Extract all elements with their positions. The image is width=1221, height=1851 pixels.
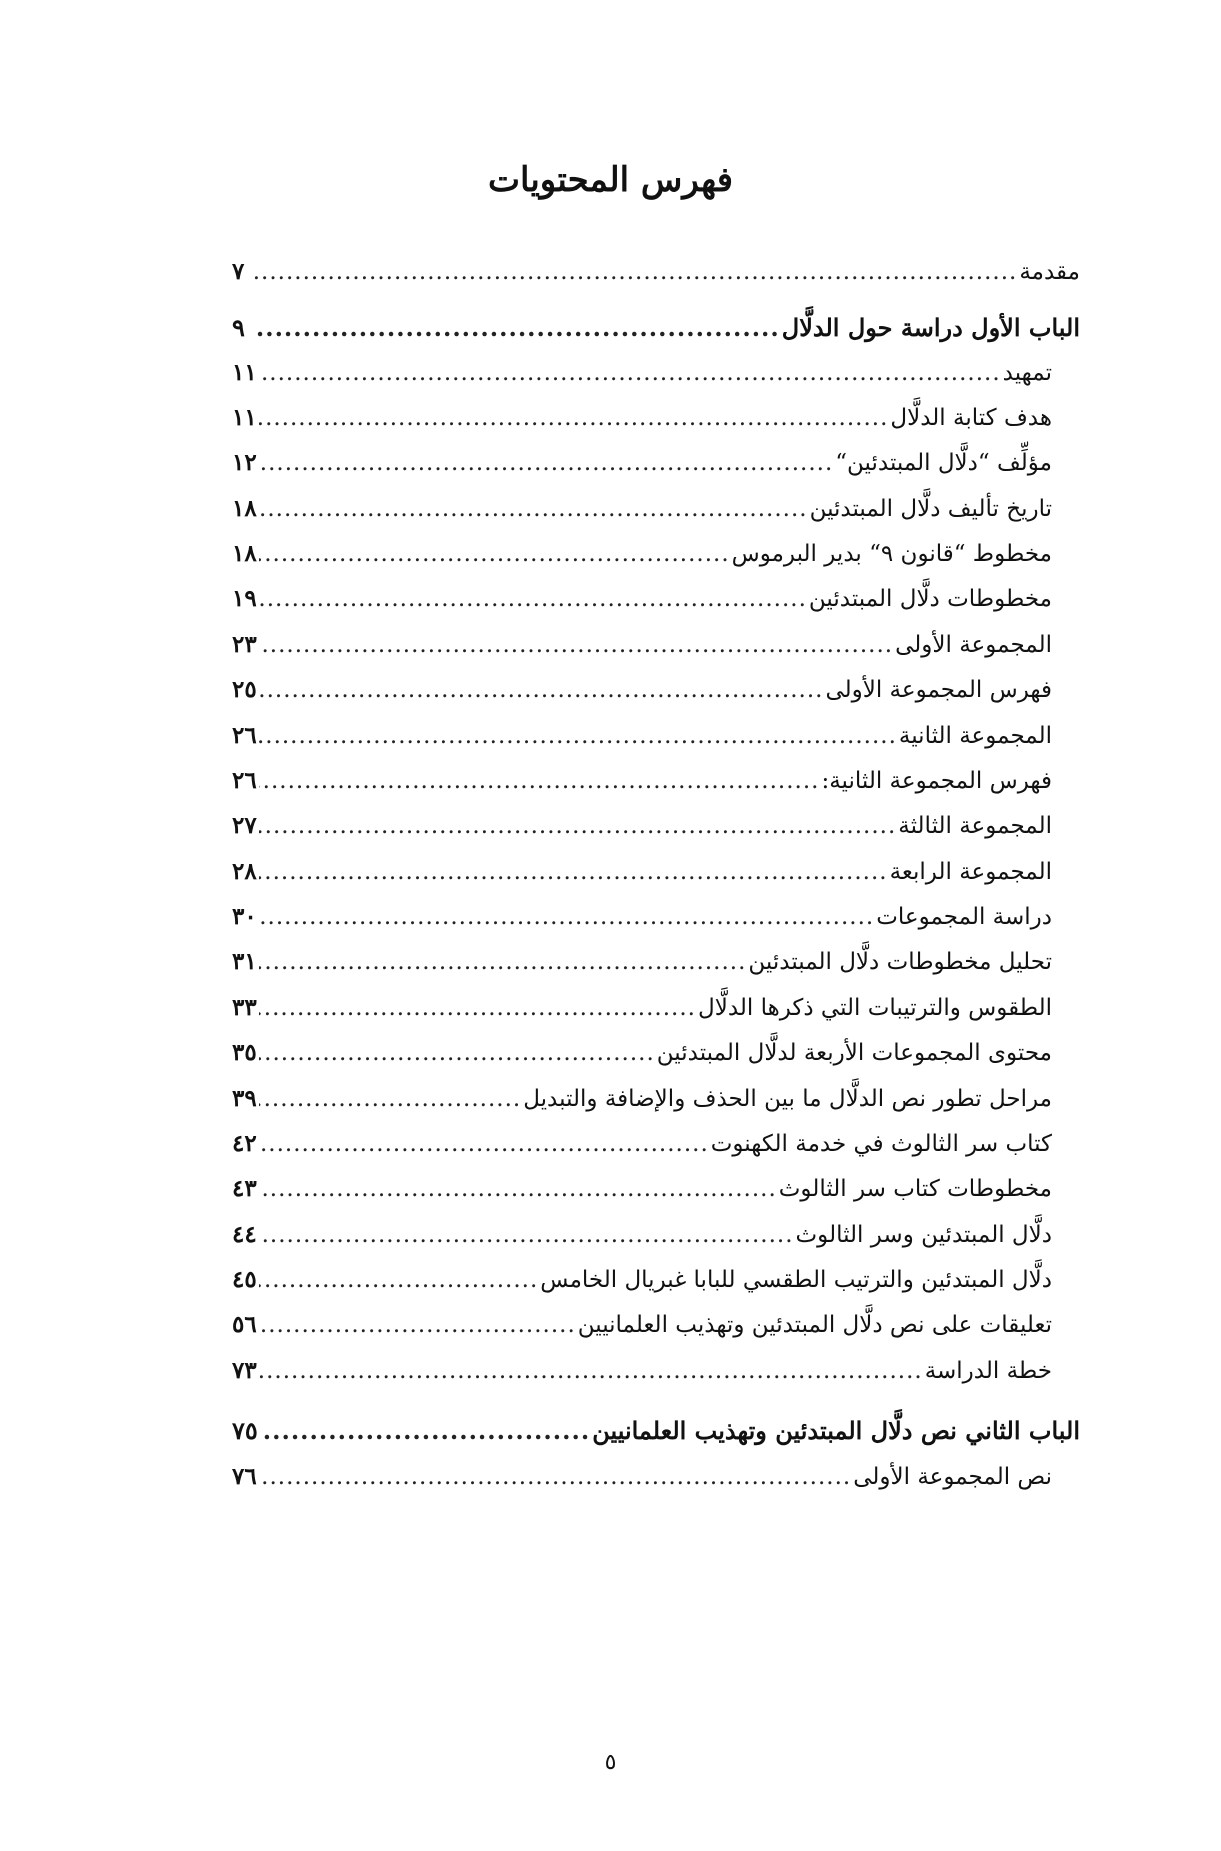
toc-entry[interactable] (232, 585, 1052, 612)
toc-entry-label: مخطوط “قانون ٩“ بدير البرموس (731, 541, 1052, 567)
toc-entry-page: ٧٦ (232, 1463, 257, 1490)
leader-dots (259, 1222, 794, 1248)
toc-entry[interactable] (232, 1221, 1052, 1248)
toc-entry-page: ٢٣ (232, 631, 257, 658)
leader-dots (259, 496, 808, 522)
toc-entry-label: مؤلِّف “دلَّال المبتدئين“ (835, 450, 1052, 476)
toc-entry-introduction[interactable] (232, 258, 1080, 285)
toc-entry[interactable] (232, 1311, 1052, 1338)
toc-entry-label: كتاب سر الثالوث في خدمة الكهنوت (710, 1131, 1052, 1157)
toc-entry-label: تحليل مخطوطات دلَّال المبتدئين (748, 949, 1052, 975)
leader-dots (259, 1464, 852, 1490)
leader-dots (259, 677, 824, 703)
toc-entry-page: ٢٨ (232, 858, 257, 885)
leader-dots (259, 813, 897, 839)
leader-dots (259, 541, 730, 567)
toc-entry-page: ١٨ (232, 495, 257, 522)
toc-entry[interactable] (232, 1085, 1052, 1112)
toc-entry-page: ١٨ (232, 540, 257, 567)
toc-entry-label: المجموعة الثالثة (898, 813, 1052, 839)
leader-dots (259, 1312, 576, 1338)
toc-entry[interactable] (232, 812, 1052, 839)
toc-entry-label: تعليقات على نص دلَّال المبتدئين وتهذيب العلمانيين (577, 1312, 1052, 1338)
toc-entry[interactable] (232, 948, 1052, 975)
toc-entry-label: الباب الأول دراسة حول الدلَّال (781, 313, 1080, 342)
leader-dots (259, 995, 696, 1021)
toc-entry-label: تاريخ تأليف دلَّال المبتدئين (809, 496, 1052, 522)
toc-entry[interactable] (232, 495, 1052, 522)
toc-entry[interactable] (232, 1175, 1052, 1202)
toc-entry-page: ١١ (232, 359, 257, 386)
toc-entry-label: فهرس المجموعة الثانية: (821, 768, 1052, 794)
toc-entry-label: مقدمة (1019, 259, 1080, 285)
leader-dots (259, 450, 834, 476)
toc-entry-page: ٧ (232, 258, 245, 285)
toc-entry-page: ٣٣ (232, 994, 257, 1021)
toc-entry-page: ٩ (232, 313, 245, 342)
toc-entry[interactable] (232, 404, 1052, 431)
toc-entry-page: ٣٩ (232, 1085, 257, 1112)
leader-dots (259, 768, 820, 794)
toc-entry-label: فهرس المجموعة الأولى (825, 677, 1052, 703)
toc-entry-page: ٤٤ (232, 1221, 257, 1248)
toc-entry-label: الطقوس والترتيبات التي ذكرها الدلَّال (697, 995, 1052, 1021)
toc-entry-page: ٣١ (232, 948, 257, 975)
toc-entry-page: ٢٧ (232, 812, 257, 839)
toc-chapter-2[interactable] (232, 1416, 1080, 1445)
toc-entry[interactable] (232, 359, 1052, 386)
leader-dots (259, 1176, 777, 1202)
toc-entry-label: المجموعة الأولى (895, 632, 1052, 658)
toc-entry-page: ٣٥ (232, 1039, 257, 1066)
page-number: ٥ (604, 1750, 617, 1775)
toc-entry-label: هدف كتابة الدلَّال (890, 405, 1052, 431)
toc-entry[interactable] (232, 1130, 1052, 1157)
toc-entry-label: مخطوطات كتاب سر الثالوث (778, 1176, 1052, 1202)
leader-dots (259, 723, 897, 749)
leader-dots (260, 1416, 590, 1445)
toc-entry-label: الباب الثاني نص دلَّال المبتدئين وتهذيب العلمانيين (592, 1416, 1080, 1445)
toc-entry[interactable] (232, 676, 1052, 703)
toc-entry-page: ١٩ (232, 585, 257, 612)
leader-dots (259, 859, 888, 885)
leader-dots (254, 259, 1017, 285)
toc-entry[interactable] (232, 1357, 1052, 1384)
toc-entry-label: تمهيد (1002, 360, 1052, 386)
toc-entry-page: ٥٦ (232, 1311, 257, 1338)
toc-entry-label: دلَّال المبتدئين وسر الثالوث (795, 1222, 1052, 1248)
toc-chapter-1[interactable] (232, 313, 1080, 342)
toc-entry-label: المجموعة الثانية (898, 723, 1052, 749)
leader-dots (259, 949, 747, 975)
toc-entry-page: ٧٣ (232, 1357, 257, 1384)
toc-entry-label: خطة الدراسة (924, 1358, 1052, 1384)
toc-entry-label: دراسة المجموعات (876, 904, 1052, 930)
toc-entry-page: ١٢ (232, 449, 257, 476)
toc-entry-page: ٢٥ (232, 676, 257, 703)
toc-entry[interactable] (232, 1266, 1052, 1293)
leader-dots (259, 632, 893, 658)
toc-entry-label: دلَّال المبتدئين والترتيب الطقسي للبابا غبريال الخامس (540, 1267, 1052, 1293)
toc-entry-page: ٧٥ (232, 1416, 258, 1445)
toc-entry[interactable] (232, 540, 1052, 567)
toc-entry-page: ٤٥ (232, 1266, 257, 1293)
toc-entry[interactable] (232, 994, 1052, 1021)
page-title: فهرس المحتويات (487, 160, 734, 200)
leader-dots (259, 1267, 539, 1293)
toc-entry-page: ٤٣ (232, 1175, 257, 1202)
leader-dots (259, 405, 889, 431)
toc-entry-label: نص المجموعة الأولى (853, 1464, 1052, 1490)
toc-entry-page: ٤٢ (232, 1130, 257, 1157)
toc-entry[interactable] (232, 903, 1052, 930)
toc-entry-page: ٢٦ (232, 767, 257, 794)
leader-dots (259, 1358, 923, 1384)
leader-dots (259, 1086, 522, 1112)
toc-entry[interactable] (232, 631, 1052, 658)
toc-entry-page: ٢٦ (232, 722, 257, 749)
toc-entry-label: المجموعة الرابعة (889, 859, 1052, 885)
toc-entry[interactable] (232, 722, 1052, 749)
toc-entry-page: ٣٠ (232, 903, 257, 930)
toc-entry-page: ١١ (232, 404, 257, 431)
leader-dots (259, 1040, 655, 1066)
leader-dots (259, 360, 1001, 386)
toc-entry-label: مخطوطات دلَّال المبتدئين (808, 586, 1052, 612)
toc-entry[interactable] (232, 449, 1052, 476)
toc-entry[interactable] (232, 858, 1052, 885)
leader-dots (259, 1131, 709, 1157)
toc-entry[interactable] (232, 1463, 1052, 1490)
leader-dots (254, 313, 780, 342)
leader-dots (259, 904, 875, 930)
toc-entry-label: محتوى المجموعات الأربعة لدلَّال المبتدئين (656, 1040, 1052, 1066)
toc-entry-label: مراحل تطور نص الدلَّال ما بين الحذف والإضافة والتبديل (523, 1086, 1052, 1112)
leader-dots (259, 586, 807, 612)
toc-entry[interactable] (232, 1039, 1052, 1066)
toc-entry[interactable] (232, 767, 1052, 794)
